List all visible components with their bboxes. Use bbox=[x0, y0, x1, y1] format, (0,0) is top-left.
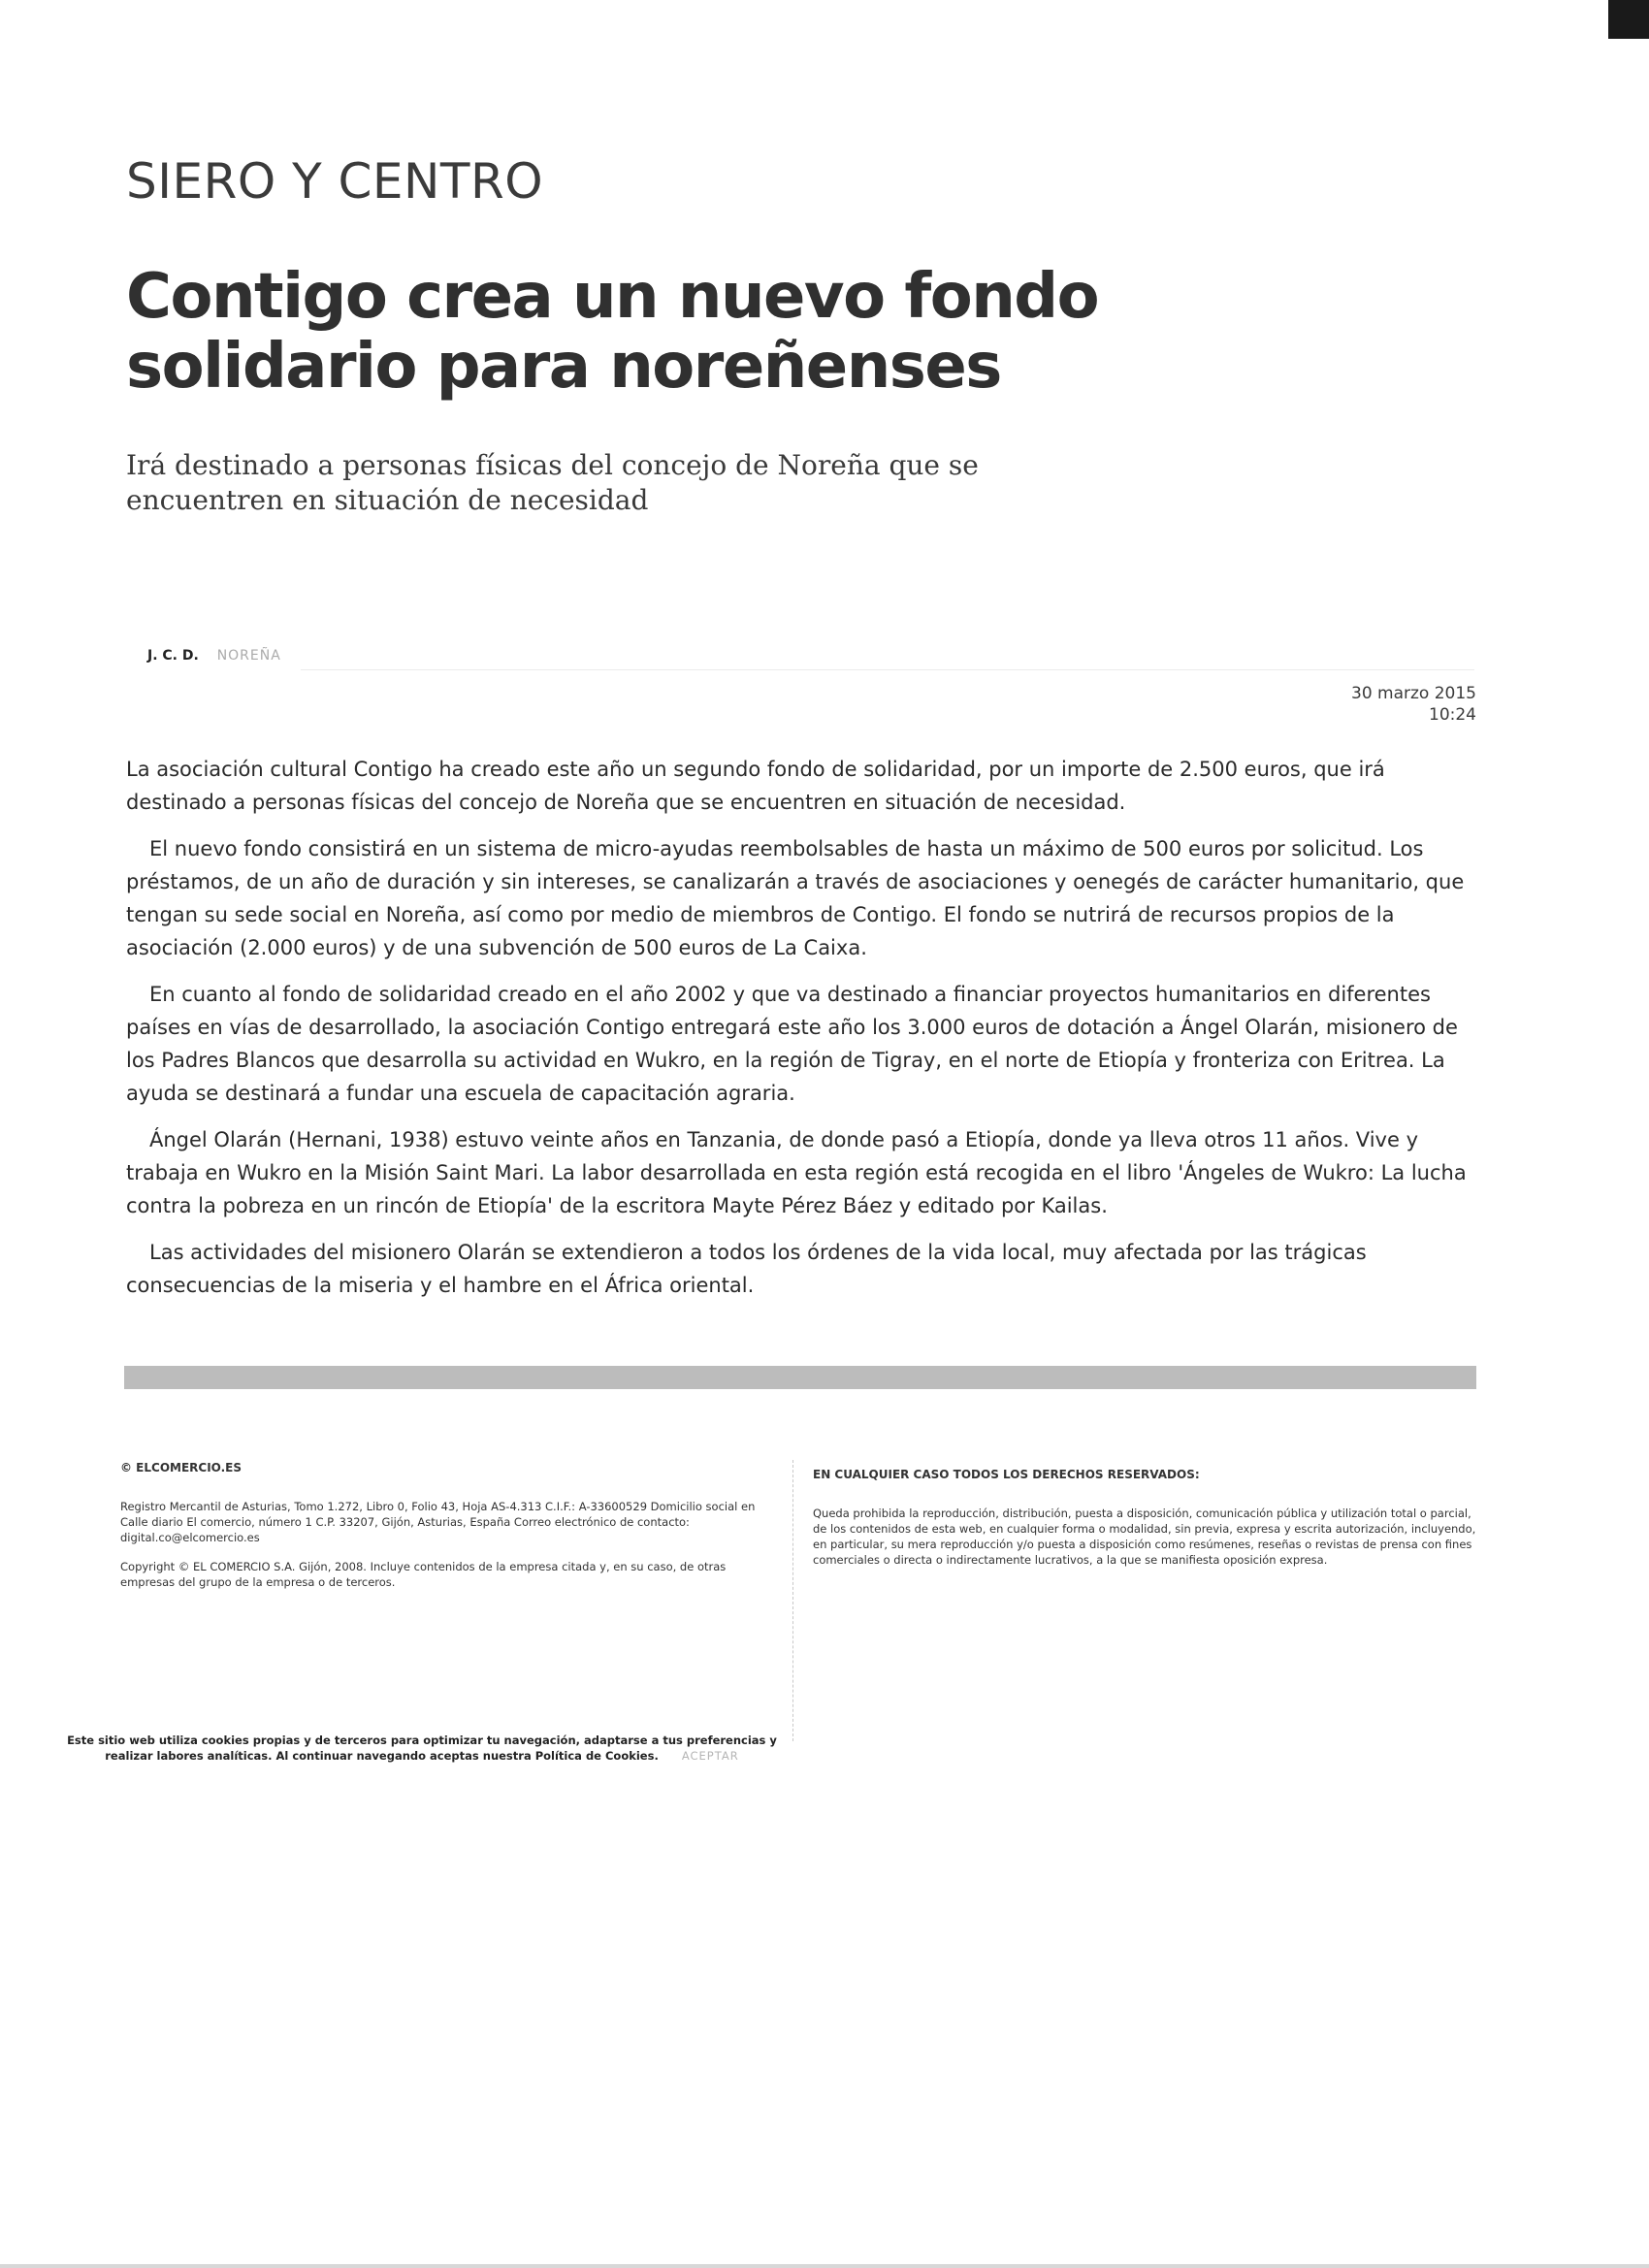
cookie-accept-button[interactable]: ACEPTAR bbox=[681, 1749, 739, 1763]
article-paragraph: Las actividades del misionero Olarán se extendieron a todos los órdenes de la vida local, muy afectada por las trágicas consecuencias de la miseria y el hambre en el África oriental. bbox=[126, 1241, 1367, 1297]
footer-rights-title: EN CUALQUIER CASO TODOS LOS DERECHOS RESERVADOS: bbox=[813, 1468, 1200, 1481]
article-paragraph: El nuevo fondo consistirá en un sistema de micro-ayudas reembolsables de hasta un máximo de 500 euros por solicitud. Los préstamos, de un año de duración y sin intereses, se canalizarán a través de asociaciones y oenegés de carácter humanitario, que tengan su sede social en Noreña, así como por medio de miembros de Contigo. El fondo se nutrirá de recursos propios de la asociación (2.000 euros) y de una subvención de 500 euros de La Caixa. bbox=[126, 837, 1465, 959]
publish-time: 10:24 bbox=[1429, 705, 1476, 725]
footer-registry: Registro Mercantil de Asturias, Tomo 1.272, Libro 0, Folio 43, Hoja AS-4.313 C.I.F.: A-33600529 Domicilio social en Calle diario El comercio, número 1 C.P. 33207, Gijón, Asturias, España Correo electrónico de contacto: digital.co@elcomercio.es bbox=[120, 1500, 756, 1544]
byline-location: NOREÑA bbox=[216, 648, 281, 664]
publish-date: 30 marzo 2015 bbox=[1351, 684, 1476, 703]
footer-legal-right bbox=[813, 1467, 1482, 1568]
article-subtitle: Irá destinado a personas físicas del concejo de Noreña que se encuentren en situación de necesidad bbox=[126, 449, 979, 516]
footer-separator-bar bbox=[124, 1366, 1476, 1389]
section-title[interactable]: SIERO Y CENTRO bbox=[126, 153, 544, 210]
article-paragraph: En cuanto al fondo de solidaridad creado en el año 2002 y que va destinado a financiar proyectos humanitarios en diferentes países en vías de desarrollado, la asociación Contigo entregará este año los 3.000 euros de dotación a Ángel Olarán, misionero de los Padres Blancos que desarrolla su actividad en Wukro, en la región de Tigray, en el norte de Etiopía y fronteriza con Eritrea. La ayuda se destinará a fundar una escuela de capacitación agraria. bbox=[126, 983, 1458, 1105]
article-body bbox=[126, 753, 1484, 1315]
footer-copyright: Copyright © EL COMERCIO S.A. Gijón, 2008. Incluye contenidos de la empresa citada y, en su caso, de otras empresas del grupo de la empresa o de terceros. bbox=[120, 1560, 727, 1589]
cookie-text: Este sitio web utiliza cookies propias y de terceros para optimizar tu navegación, adaptarse a tus preferencias y realizar labores analíticas. Al continuar navegando aceptas nuestra Política de Cookies. bbox=[67, 1733, 777, 1763]
footer-rights-text: Queda prohibida la reproducción, distribución, puesta a disposición, comunicación pública y utilización total o parcial, de los contenidos de esta web, en cualquier forma o modalidad, sin previa, expresa y escrita autorización, incluyendo, en particular, su mera reproducción y/o puesta a disposición como resúmenes, reseñas o revistas de prensa con fines comerciales o directa o indirectamente lucrativos, a la que se manifiesta oposición expresa. bbox=[813, 1507, 1476, 1567]
footer-column-divider bbox=[792, 1460, 794, 1741]
publish-datetime bbox=[1351, 683, 1476, 726]
scan-edge-bottom bbox=[0, 2264, 1649, 2268]
footer-legal-left bbox=[120, 1460, 770, 1590]
scan-edge-mark bbox=[1608, 0, 1649, 39]
footer-brand[interactable]: © ELCOMERCIO.ES bbox=[120, 1461, 242, 1474]
byline-author: J. C. D. bbox=[147, 648, 199, 664]
article-paragraph: Ángel Olarán (Hernani, 1938) estuvo veinte años en Tanzania, de donde pasó a Etiopía, donde ya lleva otros 11 años. Vive y trabaja en Wukro en la Misión Saint Mari. La labor desarrollada en esta región está recogida en el libro 'Ángeles de Wukro: La lucha contra la pobreza en un rincón de Etiopía' de la escritora Mayte Pérez Báez y editado por Kailas. bbox=[126, 1128, 1467, 1217]
cookie-banner bbox=[58, 1733, 786, 1764]
article-headline: Contigo crea un nuevo fondo solidario para noreñenses bbox=[126, 261, 1099, 403]
article-paragraph: La asociación cultural Contigo ha creado este año un segundo fondo de solidaridad, por un importe de 2.500 euros, que irá destinado a personas físicas del concejo de Noreña que se encuentren en situación de necesidad. bbox=[126, 758, 1385, 814]
byline-divider bbox=[301, 669, 1474, 670]
byline bbox=[147, 648, 281, 664]
